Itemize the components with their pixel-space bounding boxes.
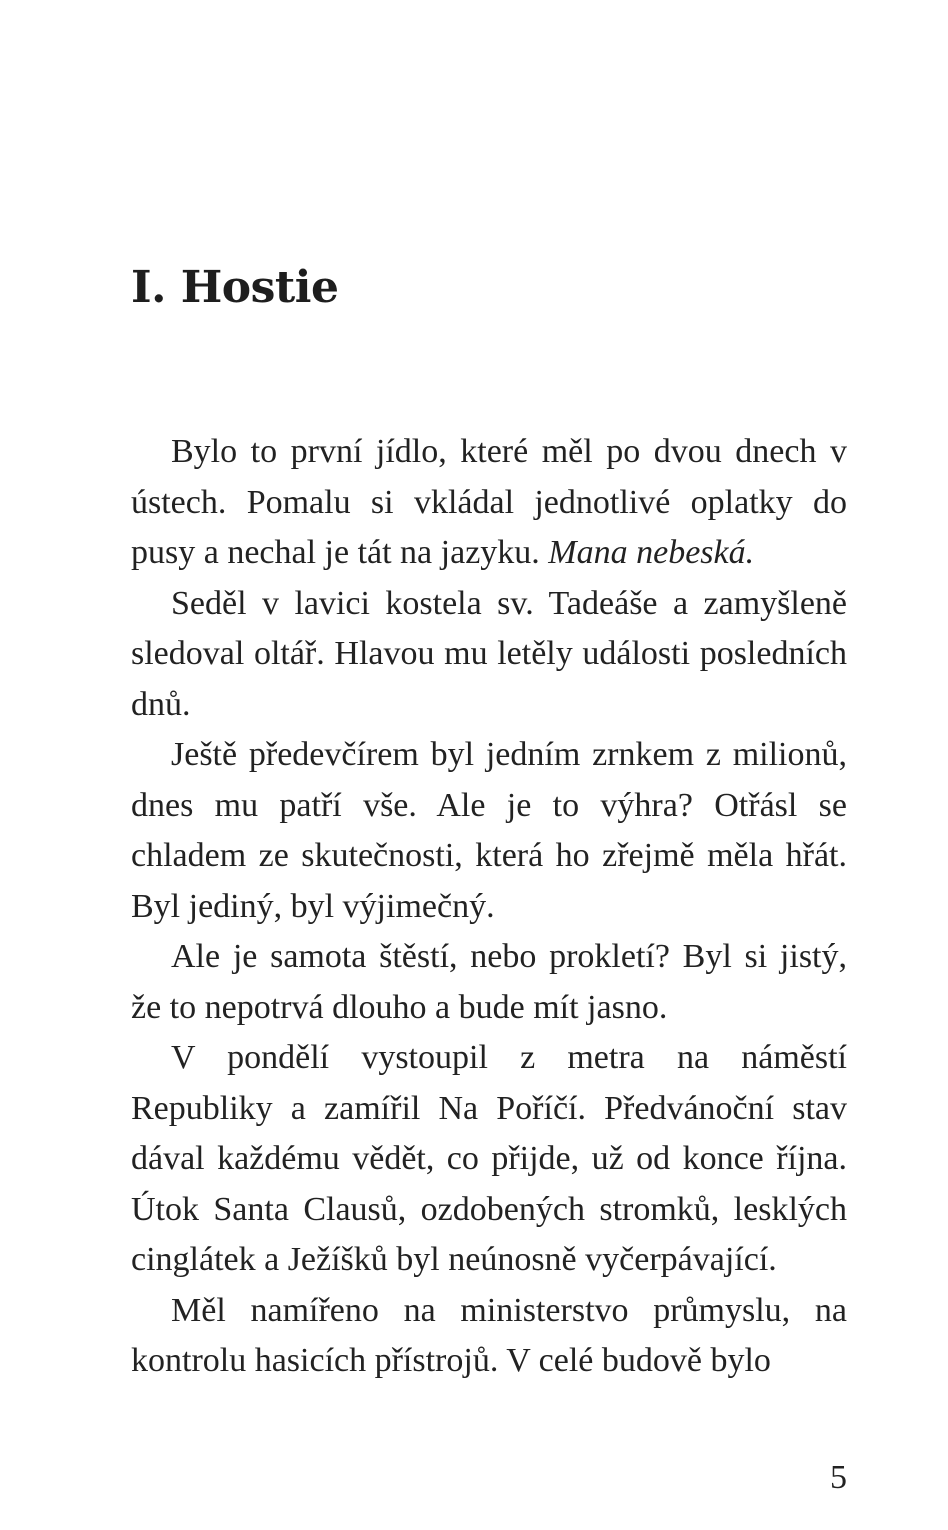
paragraph: Ještě předevčírem byl jedním zrnkem z milionů, dnes mu patří vše. Ale je to výhra? Otřásl se chladem ze skutečnosti, která ho zřejmě měla hřát. Byl jediný, byl výjimečný. (131, 736, 847, 925)
chapter-title: I. Hostie (131, 262, 339, 313)
paragraph: V pondělí vystoupil z metra na náměstí Republiky a zamířil Na Poříčí. Předvánoční stav dával každému vědět, co přijde, už od konce října. Útok Santa Clausů, ozdobených stromků, lesklých cinglátek a Ježíšků byl neúnosně vyčerpávající. (131, 1039, 847, 1278)
paragraph: Ale je samota štěstí, nebo prokletí? Byl si jistý, že to nepotrvá dlouho a bude mít jasno. (131, 938, 847, 1026)
italic-phrase: Mana nebeská. (548, 534, 755, 571)
paragraph: Seděl v lavici kostela sv. Tadeáše a zamyšleně sledoval oltář. Hlavou mu letěly události posledních dnů. (131, 584, 847, 723)
chapter-body (131, 427, 847, 1387)
paragraph-text: Bylo to první jídlo, které měl po dvou dnech v ústech. Pomalu si vkládal jednotlivé oplatky do pusy a nechal je tát na jazyku. (131, 433, 847, 571)
paragraph: Měl namířeno na ministerstvo průmyslu, na kontrolu hasicích přístrojů. V celé budově bylo (131, 1291, 847, 1379)
paragraph (131, 427, 847, 579)
page-number: 5 (830, 1459, 847, 1496)
